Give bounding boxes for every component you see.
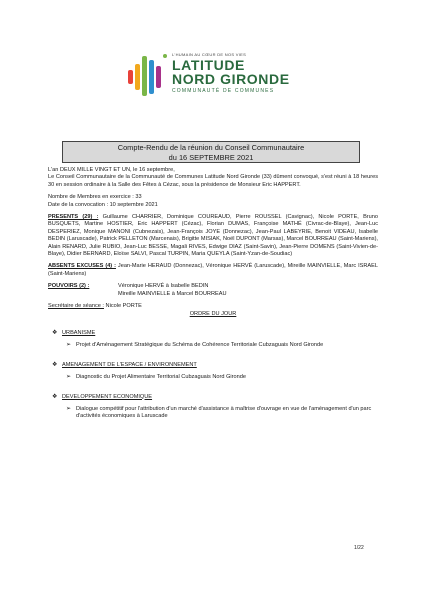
presents-list: Guillaume CHARRIER, Dominique COUREAUD, Pierre ROUSSEL (Cavignac), Nicole PORTE, Bruno BUSQUETS, Martine HOSTIER, Eric HAPPERT (Cézac), Florian DUMAS, Françoise MATHÉ (Civrac-de-Blaye), Jean-Luc DESPERIEZ, Monique MANONI (Cubnezais), Jean-François JOYE (Donnezac), Jean-Paul LABEYRIE, Benoit VIDEAU, Isabelle BEDIN (Laruscade), Patrick PELLETON (Marcenais), Brigitte MISIAK, Noël DUPONT (Marsas), Marcel BOURREAU (Saint-Mariens), Alain RENARD, Julie RUBIO, Jean-Luc BESSE, Magali RIVES, Edwige DIAZ (Saint-Savin), Jean-Pierre DOMENS (Saint-Vivien-de-Blaye), Didier BERNARD, Eloïse SALVI, Pascal TURPIN, Maria QUEYLA (Saint-Yzan-de-Soudiac)	[48, 214, 378, 258]
intro-date: L'an DEUX MILLE VINGT ET UN, le 16 septembre,	[48, 167, 175, 173]
page-number: 1/22	[354, 545, 364, 551]
logo-line2: NORD GIRONDE	[172, 71, 290, 87]
presents-label: PRESENTS (29) :	[48, 214, 99, 221]
arrow-bullet-icon: ➢	[66, 374, 72, 381]
section-item: Diagnostic du Projet Alimentaire Territorial Cubzaguais Nord Gironde	[76, 374, 246, 381]
absents-list: Jean-Marie HERAUD (Donnezac), Véronique HERVÉ (Laruscade), Mireille MAINVIELLE, Marc ISRAEL (Saint-Mariens)	[48, 263, 378, 277]
ordre-du-jour-heading: ORDRE DU JOUR	[189, 310, 237, 317]
intro-text: Le Conseil Communautaire de la Communauté de Communes Latitude Nord Gironde (33) dûment convoqué, s'est réuni à 18 heures 30 en session ordinaire à la Salle des Fêtes à Cézac, sous la présidence de Monsieur Eric HAPPERT.	[48, 174, 378, 188]
logo-tagline: L'HUMAIN AU CŒUR DE NOS VIES	[172, 52, 247, 57]
pouvoir-item: Mireille MAINVIELLE à Marcel BOURREAU	[118, 290, 227, 297]
section-title: URBANISME	[62, 329, 96, 336]
arrow-bullet-icon: ➢	[66, 405, 72, 412]
pouvoirs-block	[48, 283, 378, 298]
arrow-bullet-icon: ➢	[66, 342, 72, 349]
logo-line3: COMMUNAUTÉ DE COMMUNES	[172, 88, 275, 94]
absents-label: ABSENTS EXCUSES (4) :	[48, 263, 116, 270]
section-item: Projet d'Aménagement Stratégique du Schéma de Cohérence Territoriale Cubzaguais Nord Gironde	[76, 342, 324, 349]
logo-line1: LATITUDE	[172, 57, 245, 73]
section-item: Dialogue compétitif pour l'attribution d'un marché d'assistance à maîtrise d'ouvrage en vue de l'aménagement d'un parc d'activités économiques à Laruscade	[76, 405, 372, 420]
diamond-bullet-icon: ❖	[52, 329, 58, 336]
title-line1: Compte-Rendu de la réunion du Conseil Communautaire	[117, 143, 305, 152]
section-title: AMENAGEMENT DE L'ESPACE / ENVIRONNEMENT	[62, 361, 197, 368]
secretaire-value: Nicole PORTE	[105, 303, 142, 310]
pouvoir-item: Véronique HERVÉ à Isabelle BEDIN	[118, 283, 209, 290]
section-title: DEVELOPPEMENT ECONOMIQUE	[62, 393, 153, 400]
pouvoirs-label: POUVOIRS (2) :	[48, 283, 90, 290]
absents-paragraph	[48, 263, 378, 278]
members-count: Nombre de Membres en exercice : 33	[48, 194, 142, 201]
logo	[128, 50, 298, 116]
diamond-bullet-icon: ❖	[52, 361, 58, 368]
convocation-date: Date de la convocation : 10 septembre 2021	[48, 201, 158, 208]
section-amenagement	[48, 362, 378, 382]
logo-bars-icon	[128, 54, 168, 104]
secretaire-line	[48, 303, 378, 310]
title-line2: du 16 SEPTEMBRE 2021	[168, 153, 254, 162]
presents-paragraph	[48, 214, 378, 258]
secretaire-label: Secrétaire de séance :	[48, 303, 104, 310]
section-urbanisme	[48, 330, 378, 350]
diamond-bullet-icon: ❖	[52, 393, 58, 400]
document-title	[62, 141, 360, 163]
document-body	[48, 167, 378, 421]
section-developpement	[48, 394, 378, 421]
